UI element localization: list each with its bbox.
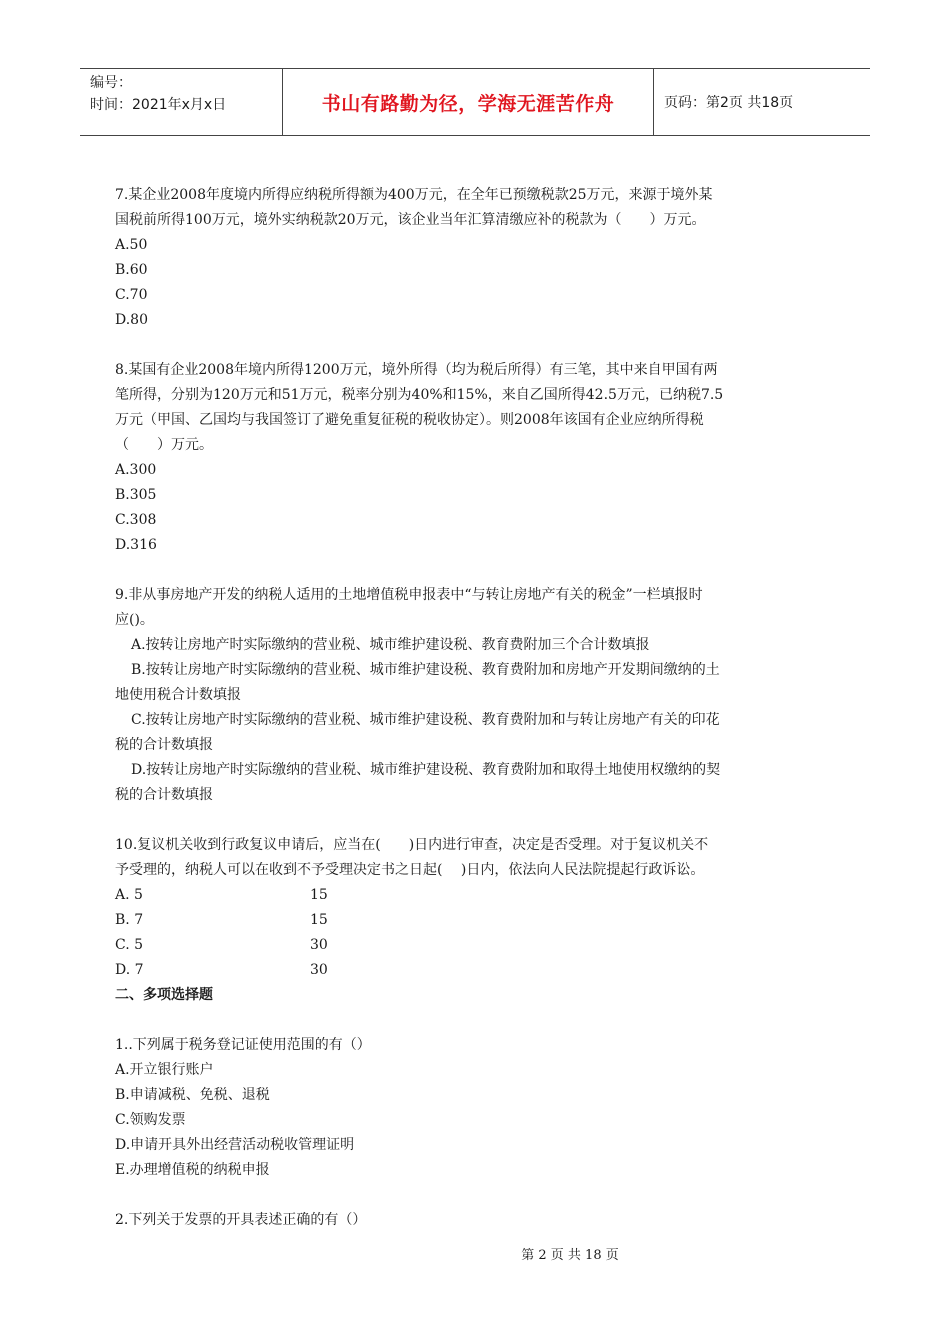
option-a: A.按转让房地产时实际缴纳的营业税、城市维护建设税、教育费附加三个合计数填报	[131, 637, 650, 653]
question-stem-line: 10.复议机关收到行政复议申请后，应当在( )日内进行审查，决定是否受理。对于复议机关不	[115, 837, 709, 853]
header-meta	[80, 69, 282, 135]
document-number-label: 编号：	[90, 75, 132, 91]
option-c-continued: 税的合计数填报	[115, 737, 213, 753]
option-d: D.按转让房地产时实际缴纳的营业税、城市维护建设税、教育费附加和取得土地使用权缴纳的契	[131, 762, 721, 778]
question-stem-line: 2.下列关于发票的开具表述正确的有（）	[115, 1212, 367, 1228]
option-a: A.300	[115, 462, 157, 478]
option-d: D.申请开具外出经营活动税收管理证明	[115, 1137, 355, 1153]
option-c: C.308	[115, 512, 157, 528]
option-c	[115, 933, 837, 958]
option-d: D.80	[115, 312, 148, 328]
question-8	[115, 358, 837, 558]
option-a-second-value: 15	[310, 887, 328, 903]
option-a: A.50	[115, 237, 148, 253]
option-b: B.按转让房地产时实际缴纳的营业税、城市维护建设税、教育费附加和房地产开发期间缴纳的土	[131, 662, 720, 678]
option-b: B.申请减税、免税、退税	[115, 1087, 270, 1103]
question-10	[115, 833, 837, 983]
option-d-second-value: 30	[310, 962, 328, 978]
question-stem-line: 9.非从事房地产开发的纳税人适用的土地增值税申报表中“与转让房地产有关的税金”一栏填报时	[115, 587, 703, 603]
header-page-info: 页码：第2页 共18页	[664, 95, 794, 111]
option-b-second-value: 15	[310, 912, 328, 928]
option-b-first-value: B. 7	[115, 912, 144, 928]
question-stem-line: 国税前所得100万元，境外实纳税款20万元，该企业当年汇算清缴应补的税款为（ ）万元。	[115, 212, 706, 228]
question-stem-line: （ ）万元。	[115, 437, 213, 453]
option-d-continued: 税的合计数填报	[115, 787, 213, 803]
question-stem-line: 1..下列属于税务登记证使用范围的有（）	[115, 1037, 371, 1053]
option-b: B.305	[115, 487, 157, 503]
option-c-first-value: C. 5	[115, 937, 144, 953]
option-d: D.316	[115, 537, 157, 553]
question-stem-line: 应()。	[115, 612, 154, 628]
question-stem-line: 7.某企业2008年度境内所得应纳税所得额为400万元，在全年已预缴税款25万元，来源于境外某	[115, 187, 713, 203]
multi-question-1	[115, 1033, 837, 1183]
option-a	[115, 883, 837, 908]
question-stem-line: 万元（甲国、乙国均与我国签订了避免重复征税的税收协定）。则2008年该国有企业应纳所得税	[115, 412, 704, 428]
option-c: C.领购发票	[115, 1112, 186, 1128]
option-d-first-value: D. 7	[115, 962, 144, 978]
option-b	[115, 908, 837, 933]
document-date: 时间：2021年x月x日	[90, 97, 227, 113]
option-c: C.70	[115, 287, 148, 303]
option-e: E.办理增值税的纳税申报	[115, 1162, 270, 1178]
header-motto: 书山有路勤为径，学海无涯苦作舟	[282, 69, 654, 135]
page-footer: 第 2 页 共 18 页	[521, 1248, 619, 1263]
section-title-multiple-choice: 二、多项选择题	[115, 987, 213, 1003]
question-stem-line: 予受理的，纳税人可以在收到不予受理决定书之日起( )日内，依法向人民法院提起行政诉讼。	[115, 862, 705, 878]
question-7	[115, 183, 837, 333]
question-9	[115, 583, 837, 808]
multi-question-2	[115, 1208, 837, 1233]
question-stem-line: 8.某国有企业2008年境内所得1200万元，境外所得（均为税后所得）有三笔，其中来自甲国有两	[115, 362, 718, 378]
option-c-second-value: 30	[310, 937, 328, 953]
document-body	[115, 183, 837, 1233]
option-a-first-value: A. 5	[115, 887, 143, 903]
option-b: B.60	[115, 262, 148, 278]
page-header	[80, 68, 870, 136]
option-d	[115, 958, 837, 983]
option-c: C.按转让房地产时实际缴纳的营业税、城市维护建设税、教育费附加和与转让房地产有关的印花	[131, 712, 720, 728]
option-b-continued: 地使用税合计数填报	[115, 687, 241, 703]
option-a: A.开立银行账户	[115, 1062, 214, 1078]
question-stem-line: 笔所得，分别为120万元和51万元，税率分别为40%和15%，来自乙国所得42.5万元，已纳税7.5	[115, 387, 724, 403]
